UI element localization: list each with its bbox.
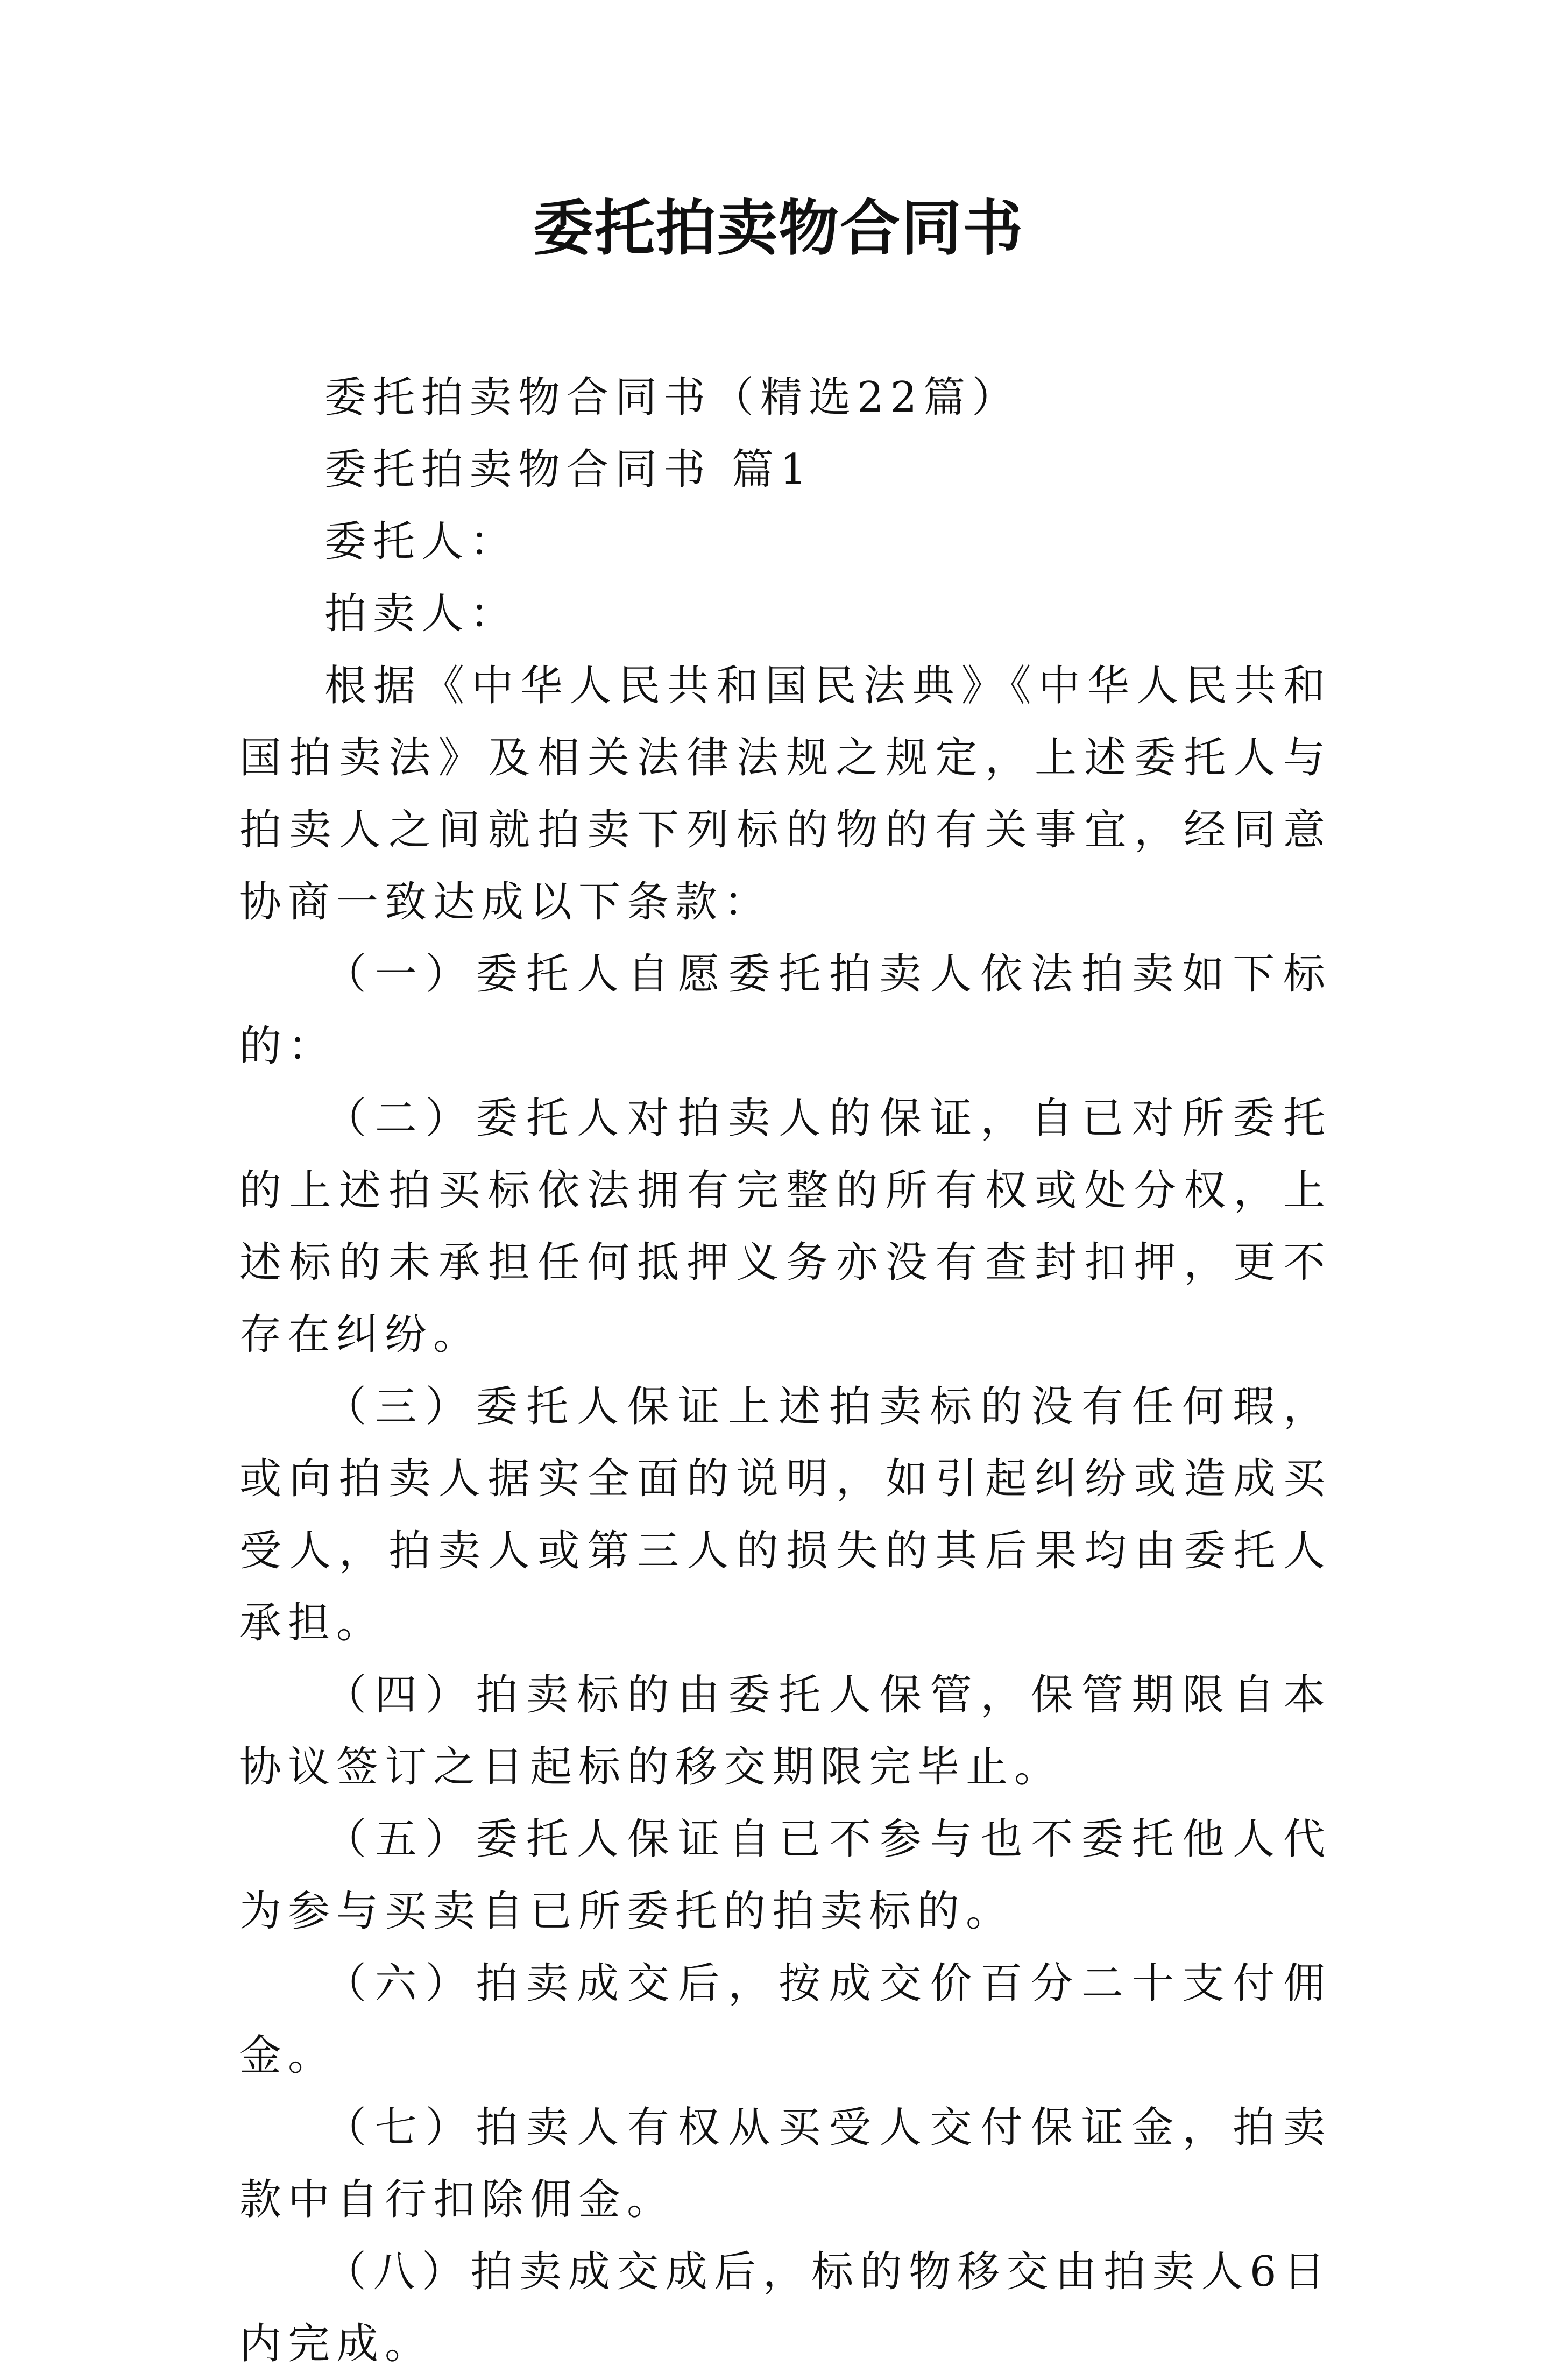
clause-4: （四）拍卖标的由委托人保管，保管期限自本协议签订之日起标的移交期限完毕止。 [239,1671,1332,1791]
clause-3: （三）委托人保证上述拍卖标的没有任何瑕，或向拍卖人据实全面的说明，如引起纠纷或造成买受人，拍卖人或第三人的损失的其后果均由委托人承担。 [239,1383,1332,1647]
subtitle-paragraph: 委托拍卖物合同书（精选22篇） [324,373,1021,422]
clause-8: （八）拍卖成交成后，标的物移交由拍卖人6日内完成。 [239,2248,1332,2368]
section-heading: 委托拍卖物合同书 篇1 [324,445,813,494]
clause-5: （五）委托人保证自已不参与也不委托他人代为参与买卖自已所委托的拍卖标的。 [239,1815,1332,1936]
preamble-paragraph: 根据《中华人民共和国民法典》《中华人民共和国拍卖法》及相关法律法规之规定，上述委托人与拍卖人之间就拍卖下列标的物的有关事宜，经同意协商一致达成以下条款： [239,662,1332,926]
document-title: 委托拍卖物合同书 [533,193,1024,264]
clause-7: （七）拍卖人有权从买受人交付保证金，拍卖款中自行扣除佣金。 [239,2103,1332,2224]
consignor-line: 委托人： [324,518,519,566]
clause-6: （六）拍卖成交后，按成交价百分二十支付佣金。 [239,1959,1332,2080]
clause-1: （一）委托人自愿委托拍卖人依法拍卖如下标的： [239,950,1332,1071]
auctioneer-line: 拍卖人： [324,590,519,638]
document-body [239,362,1332,2380]
clause-2: （二）委托人对拍卖人的保证，自已对所委托的上述拍买标依法拥有完整的所有权或处分权，上述标的未承担任何抵押义务亦没有查封扣押，更不存在纠纷。 [239,1094,1332,1359]
